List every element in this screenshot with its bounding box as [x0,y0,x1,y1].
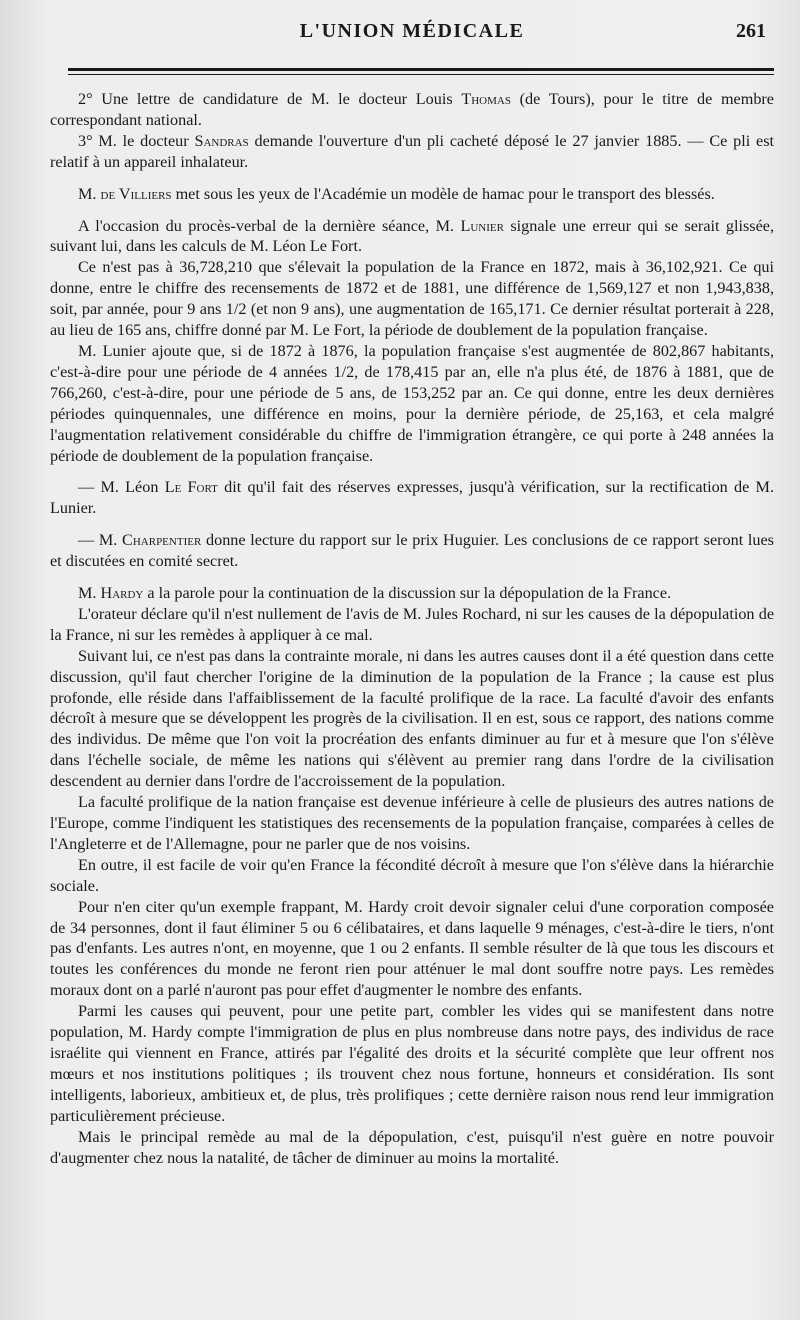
text-segment: La faculté prolifique de la nation française est devenue inférieure à celle de plusieurs des autres nations de l'Europe, comme l'indiquent les statistiques des recensements de la population française, comparées à celles de l'Angleterre et de l'Allemagne, pour ne parler que de nos voisins. [50,793,774,853]
text-segment: — M. [78,531,123,550]
paragraph [50,583,774,604]
paragraph [50,216,774,258]
paragraph-gap [50,519,774,530]
name-small-caps: de Villiers [100,184,172,203]
page-header [50,14,774,54]
paragraph [50,604,774,646]
text-segment: demande l'ouverture d'un pli cacheté déposé le 27 janvier 1885. — Ce pli est relatif à un appareil inhalateur. [50,131,774,171]
paragraph [50,855,774,897]
text-segment: En outre, il est facile de voir qu'en France la fécondité décroît à mesure que l'on s'élève dans la hiérarchie sociale. [50,855,774,895]
page-number: 261 [736,20,766,42]
text-segment: 3° M. le docteur [78,131,195,150]
text-segment: met sous les yeux de l'Académie un modèle de hamac pour le transport des blessés. [171,184,715,203]
text-segment: donne lecture du rapport sur le prix Huguier. Les conclusions de ce rapport seront lues et discutées en comité secret. [50,531,774,571]
paragraph [50,646,774,792]
paragraph [50,477,774,519]
paragraph [50,530,774,572]
name-small-caps: Hardy [100,584,144,603]
name-small-caps: Lunier [460,216,504,235]
text-segment: signale une erreur qui se serait glissée, suivant lui, dans les calculs de M. Léon Le Fort. [50,216,775,256]
running-head: L'UNION MÉDICALE [299,20,525,42]
text-segment: L'orateur déclare qu'il n'est nullement de l'avis de M. Jules Rochard, ni sur les causes de la dépopulation de la France, ni sur les remèdes à appliquer à ce mal. [50,604,774,644]
header-rule-thick [68,68,774,71]
text-segment: 2° Une lettre de candidature de M. le docteur Louis [78,90,462,108]
name-small-caps: Charpentier [122,531,202,550]
paragraph [50,131,774,173]
paragraph [50,1001,774,1126]
text-segment: M. Lunier ajoute que, si de 1872 à 1876, la population française s'est augmentée de 802,867 habitants, c'est-à-dire pour une période de 4 années 1/2, de 178,415 par an, elle n'a plus été, de 1876 à 1881, que de 766,260, c'est-à-dire, pour une période de 5 ans, de 153,252 par an. Ce qui donne, entre les deux dernières périodes quinquennales, une différence en moins, pour la dernière période, de 25,163, et cela malgré l'augmentation relativement considérable du chiffre de l'immigration étrangère, ce qui porte à 248 années la période de doublement de la population française. [50,341,774,465]
paragraph [50,1127,774,1169]
document-body [50,89,774,1168]
name-small-caps: Le Fort [164,478,218,497]
text-segment: dit qu'il fait des réserves expresses, jusqu'à vérification, sur la rectification de M. Lunier. [50,478,775,518]
name-small-caps: Sandras [194,131,249,150]
header-rule-thin [68,74,774,75]
paragraph [50,341,774,466]
paragraph [50,792,774,855]
name-small-caps: Thomas [461,90,511,108]
text-segment: Parmi les causes qui peuvent, pour une petite part, combler les vides qui se manifestent dans notre population, M. Hardy compte l'immigration de plus en plus nombreuse dans notre pays, des individus de race israélite qui viennent en France, attirés par l'égalité des droits et la sécurité complète que leur offrent nos mœurs et nos institutions politiques ; ils trouvent chez nous fortune, honneurs et considération. Ils sont intelligents, laborieux, ambitieux et, de plus, très prolifiques ; cette dernière raison nous rend leur immigration particulièrement précieuse. [50,1002,774,1125]
text-segment: A l'occasion du procès-verbal de la dernière séance, M. [78,216,461,235]
paragraph [50,257,774,341]
paragraph-gap [50,466,774,477]
paragraph-gap [50,173,774,184]
paragraph [50,89,774,131]
paragraph-gap [50,205,774,216]
text-segment: a la parole pour la continuation de la discussion sur la dépopulation de la France. [143,584,672,603]
paragraph-gap [50,572,774,583]
text-segment: Mais le principal remède au mal de la dépopulation, c'est, puisqu'il n'est guère en notre pouvoir d'augmenter chez nous la natalité, de tâcher de diminuer au moins la mortalité. [50,1127,774,1167]
text-segment: Suivant lui, ce n'est pas dans la contrainte morale, ni dans les autres causes dont il a été question dans cette discussion, qu'il faut chercher l'origine de la diminution de la population de la France ; la cause est plus profonde, elle réside dans l'affaiblissement de la faculté prolifique de la race. La faculté d'avoir des enfants décroît à mesure que se développent les progrès de la civilisation. Il en est, sous ce rapport, des nations comme des individus. De même que l'on voit la procréation des enfants diminuer au fur et à mesure que l'on s'élève dans l'échelle sociale, de même les nations qui s'élèvent au premier rang dans l'ordre de la civilisation descendent au dernier dans l'ordre de l'accroissement de la population. [50,646,774,791]
text-segment: Ce n'est pas à 36,728,210 que s'élevait la population de la France en 1872, mais à 36,102,921. Ce qui donne, entre le chiffre des recensements de 1872 et de 1881, une différence de 1,569,127 et non 1,943,838, soit, par année, pour 9 ans 1/2 (et non 9 ans), une augmentation de 165,171. Ce dernier résultat porterait à 228, au lieu de 165 ans, chiffre donné par M. Le Fort, la période de doublement de la population française. [50,258,774,340]
text-segment: (de Tours), pour le titre de membre correspondant national. [50,90,774,129]
text-segment: M. [78,184,101,203]
text-segment: Pour n'en citer qu'un exemple frappant, M. Hardy croit devoir signaler celui d'une corporation composée de 34 personnes, dont il faut éliminer 5 ou 6 célibataires, et dans laquelle 9 ménages, c'est-à-dire le tiers, n'ont pas d'enfants. Les autres n'ont, en moyenne, que 1 ou 2 enfants. Il semble résulter de là que tous les discours et toutes les conférences du monde ne feront rien pour atténuer le mal dont souffre notre pays. Les remèdes moraux dont on a parlé n'auront pas pour effet d'augmenter le nombre des enfants. [50,897,774,1000]
paragraph [50,897,774,1002]
paragraph [50,184,774,205]
text-segment: — M. Léon [78,478,165,497]
text-segment: M. [78,584,101,603]
